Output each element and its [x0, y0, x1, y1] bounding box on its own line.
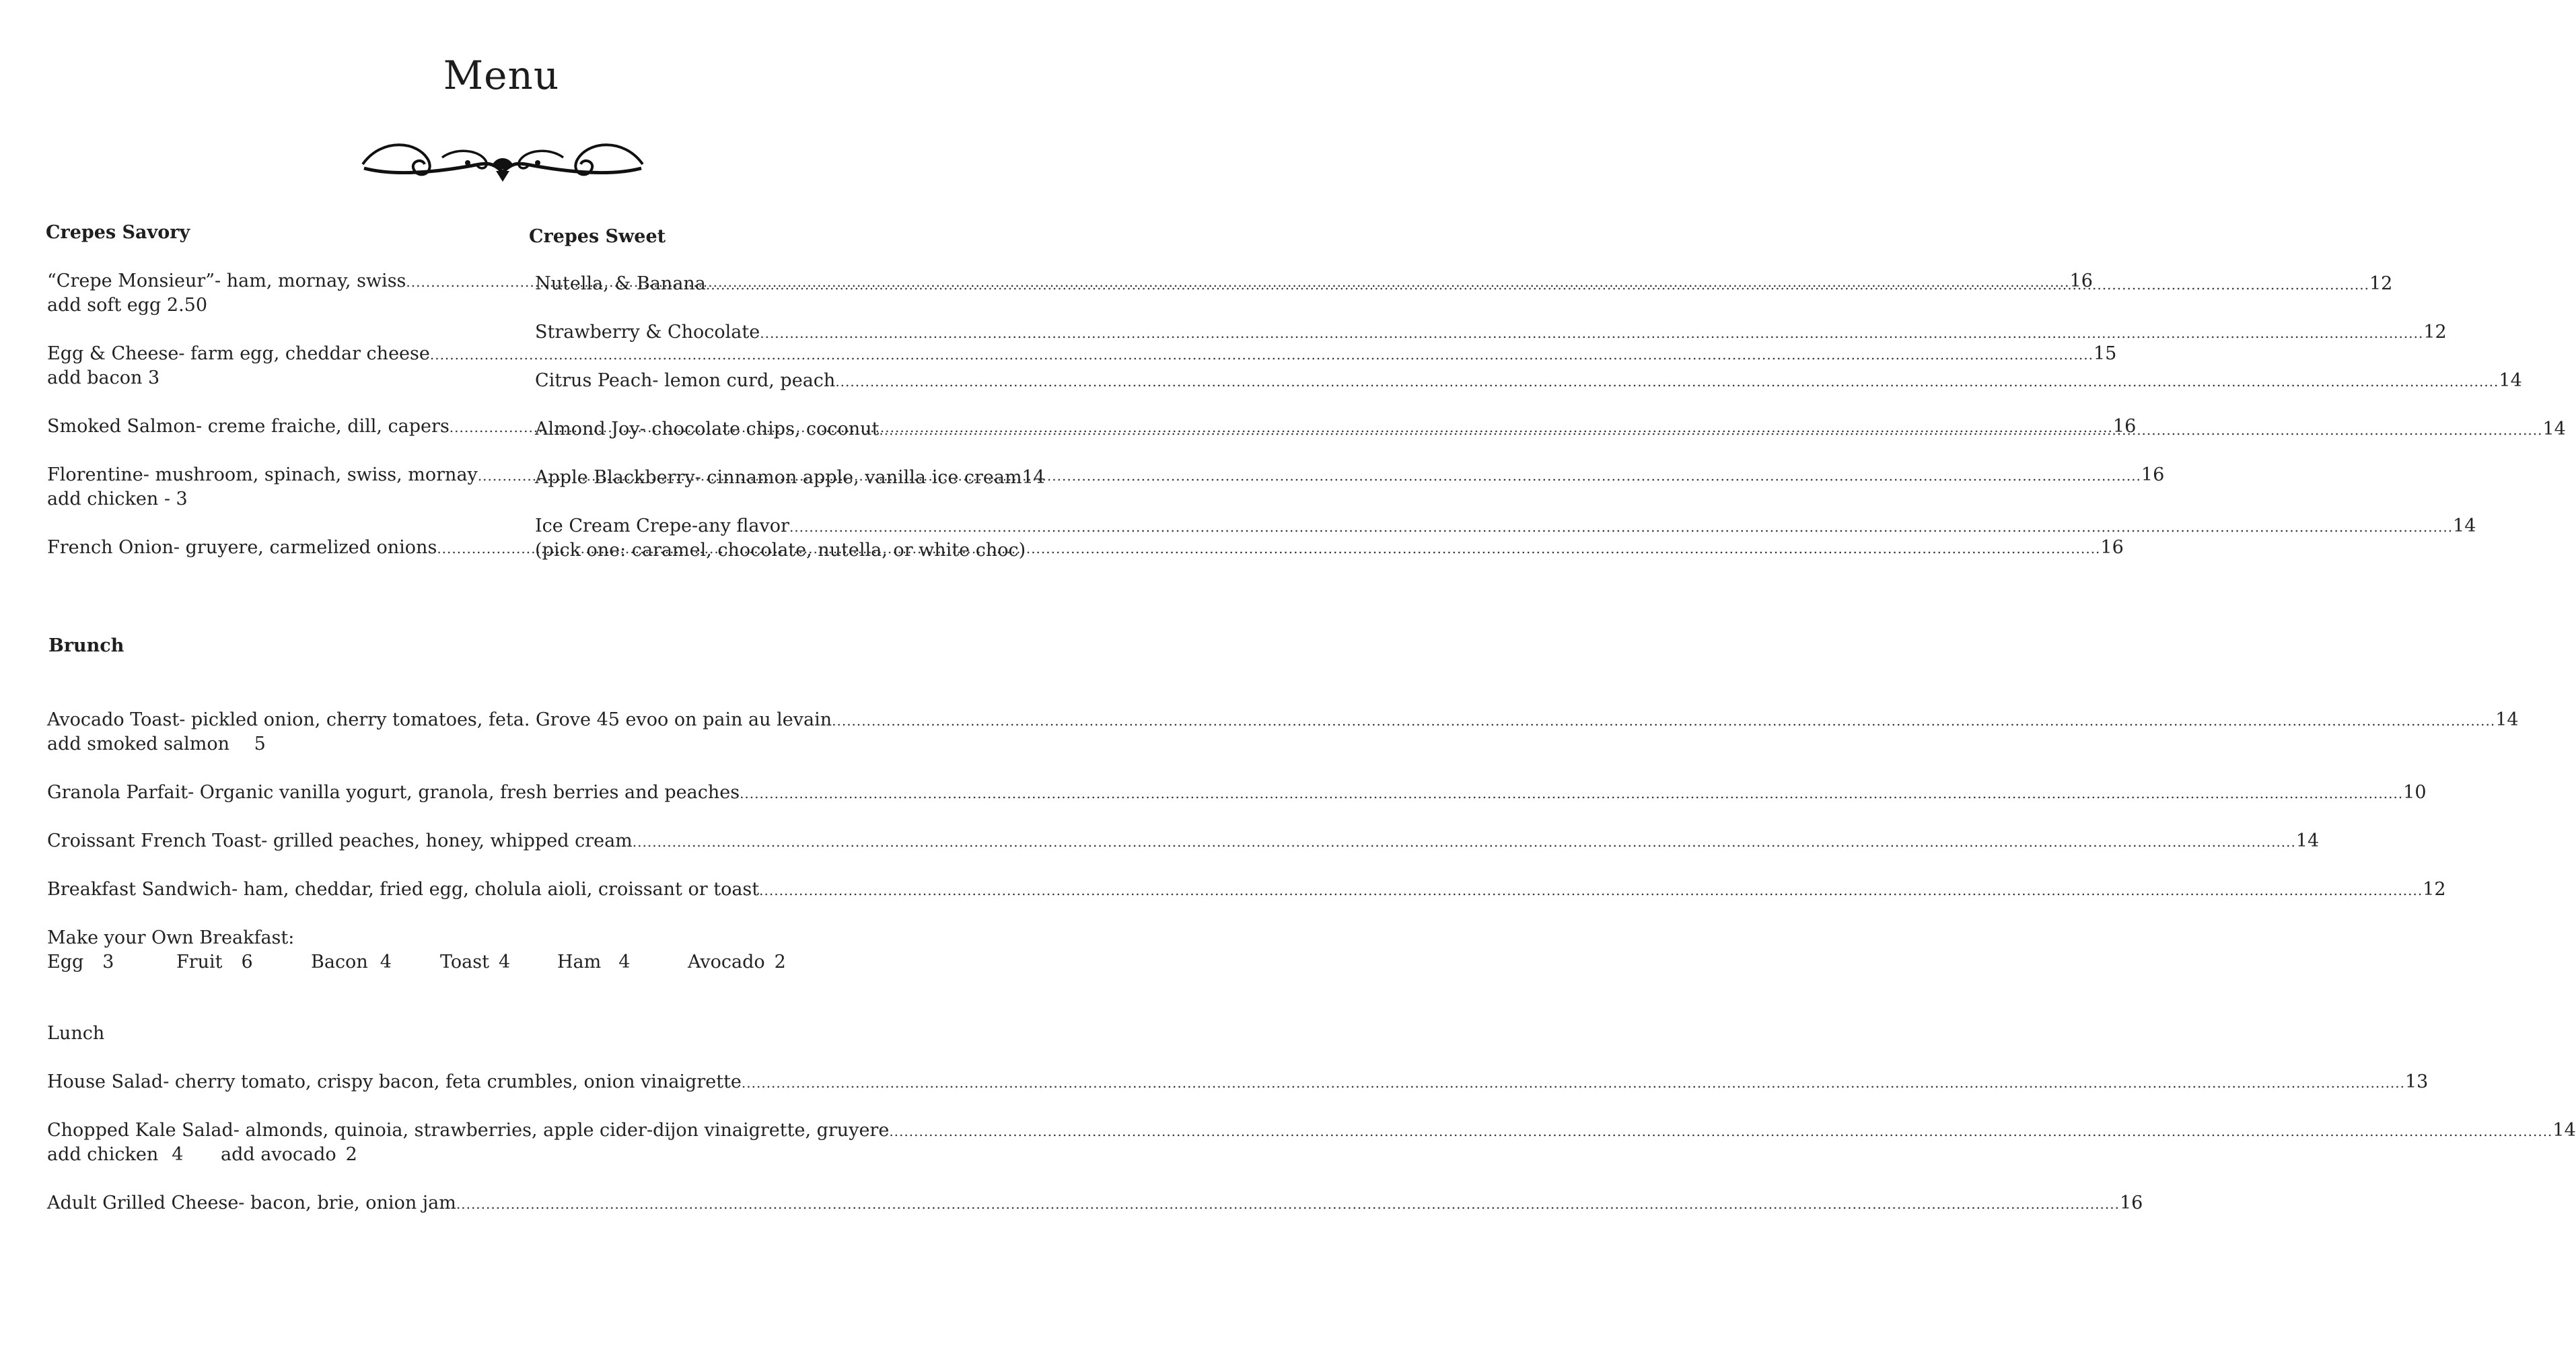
item-label: Chopped Kale Salad- almonds, quinoia, strawberries, apple cider-dijon vinaigrette, gruyere — [47, 1120, 890, 1141]
item-price: 12 — [2423, 879, 2446, 900]
addon-name: add avocado — [221, 1144, 336, 1165]
item-price: 16 — [2119, 1193, 2143, 1213]
option-name: Bacon — [311, 952, 368, 972]
crepes-savory-heading: Crepes Savory — [46, 222, 190, 243]
list-item — [535, 467, 1045, 491]
list-item — [47, 1071, 2429, 1096]
make-own-heading: Make your Own Breakfast: — [47, 927, 295, 948]
item-price: 14 — [2499, 370, 2522, 391]
item-note — [47, 734, 266, 754]
item-label: Egg & Cheese- farm egg, cheddar cheese — [47, 343, 430, 364]
option-name: Ham — [557, 952, 602, 972]
addon-price: 2 — [345, 1144, 357, 1165]
list-item — [47, 343, 2117, 367]
item-label: Apple Blackberry- cinnamon apple, vanilla ice cream — [535, 467, 1022, 488]
item-price: 14 — [2453, 516, 2476, 536]
option-name: Avocado — [688, 952, 765, 972]
item-price: 12 — [2369, 273, 2393, 294]
item-price: 15 — [2093, 343, 2117, 364]
item-price: 14 — [2295, 830, 2320, 851]
item-price: 10 — [2403, 782, 2427, 803]
list-item — [47, 830, 2320, 855]
flourish-divider-icon — [355, 124, 651, 207]
item-label: Ice Cream Crepe-any flavor — [535, 516, 789, 536]
item-price: 14 — [1022, 467, 1045, 488]
list-item — [535, 516, 2476, 540]
item-label: Florentine- mushroom, spinach, swiss, mornay — [47, 464, 478, 485]
item-price: 14 — [2495, 709, 2519, 730]
item-label: Strawberry & Chocolate — [535, 322, 760, 343]
option-name: Egg — [47, 952, 84, 972]
item-label: Smoked Salmon- creme fraiche, dill, capers — [47, 416, 450, 437]
item-price: 13 — [2405, 1071, 2429, 1092]
item-price: 14 — [2552, 1120, 2576, 1141]
list-item — [47, 1144, 183, 1165]
item-note: add chicken - 3 — [47, 489, 188, 509]
item-note: add soft egg 2.50 — [47, 295, 208, 316]
list-item — [47, 1193, 2143, 1217]
option-price: 6 — [241, 952, 253, 972]
addon-name: add chicken — [47, 1144, 159, 1165]
option-price: 4 — [380, 952, 392, 972]
item-price: 16 — [2112, 416, 2137, 437]
list-item — [47, 879, 2446, 903]
list-item — [176, 952, 253, 972]
crepes-sweet-heading: Crepes Sweet — [529, 226, 666, 247]
option-price: 4 — [618, 952, 631, 972]
option-price: 2 — [774, 952, 786, 972]
item-label: Almond Joy- chocolate chips, coconut — [535, 419, 880, 439]
list-item — [47, 782, 2427, 806]
list-item — [557, 952, 630, 972]
item-label: Croissant French Toast- grilled peaches, honey, whipped cream — [47, 830, 633, 851]
list-item — [47, 1120, 2576, 1144]
item-label: Avocado Toast- pickled onion, cherry tomatoes, feta. Grove 45 evoo on pain au levain — [47, 709, 832, 730]
item-note: add bacon 3 — [47, 367, 160, 388]
item-price: 14 — [2542, 419, 2566, 439]
addon-price: 4 — [172, 1144, 184, 1165]
item-price: 16 — [2069, 271, 2093, 291]
item-price: 16 — [2141, 464, 2165, 485]
item-price: 16 — [2100, 537, 2124, 558]
list-item — [688, 952, 786, 972]
option-price: 3 — [102, 952, 114, 972]
list-item — [221, 1144, 357, 1165]
item-label: Adult Grilled Cheese- bacon, brie, onion jam — [47, 1193, 456, 1213]
item-label: French Onion- gruyere, carmelized onions — [47, 537, 437, 558]
list-item — [47, 952, 114, 972]
item-label: Granola Parfait- Organic vanilla yogurt, granola, fresh berries and peaches — [47, 782, 740, 803]
list-item — [47, 709, 2519, 734]
list-item — [311, 952, 392, 972]
brunch-heading: Brunch — [48, 635, 124, 656]
item-label: Nutella, & Banana — [535, 273, 706, 294]
addon-label: add smoked salmon — [47, 734, 230, 754]
option-name: Fruit — [176, 952, 223, 972]
item-note: (pick one: caramel, chocolate, nutella, or white choc) — [535, 540, 1026, 561]
item-label: House Salad- cherry tomato, crispy bacon, feta crumbles, onion vinaigrette — [47, 1071, 742, 1092]
item-price: 12 — [2423, 322, 2447, 343]
item-label: Breakfast Sandwich- ham, cheddar, fried egg, cholula aioli, croissant or toast — [47, 879, 760, 900]
item-label: Citrus Peach- lemon curd, peach — [535, 370, 836, 391]
list-item — [535, 322, 2447, 346]
list-item — [440, 952, 510, 972]
lunch-heading: Lunch — [47, 1023, 105, 1044]
option-name: Toast — [440, 952, 489, 972]
list-item — [535, 370, 2522, 394]
option-price: 4 — [498, 952, 511, 972]
item-label: “Crepe Monsieur”- ham, mornay, swiss — [47, 271, 406, 291]
page-title: Menu — [443, 52, 560, 98]
addon-price: 5 — [254, 734, 266, 754]
